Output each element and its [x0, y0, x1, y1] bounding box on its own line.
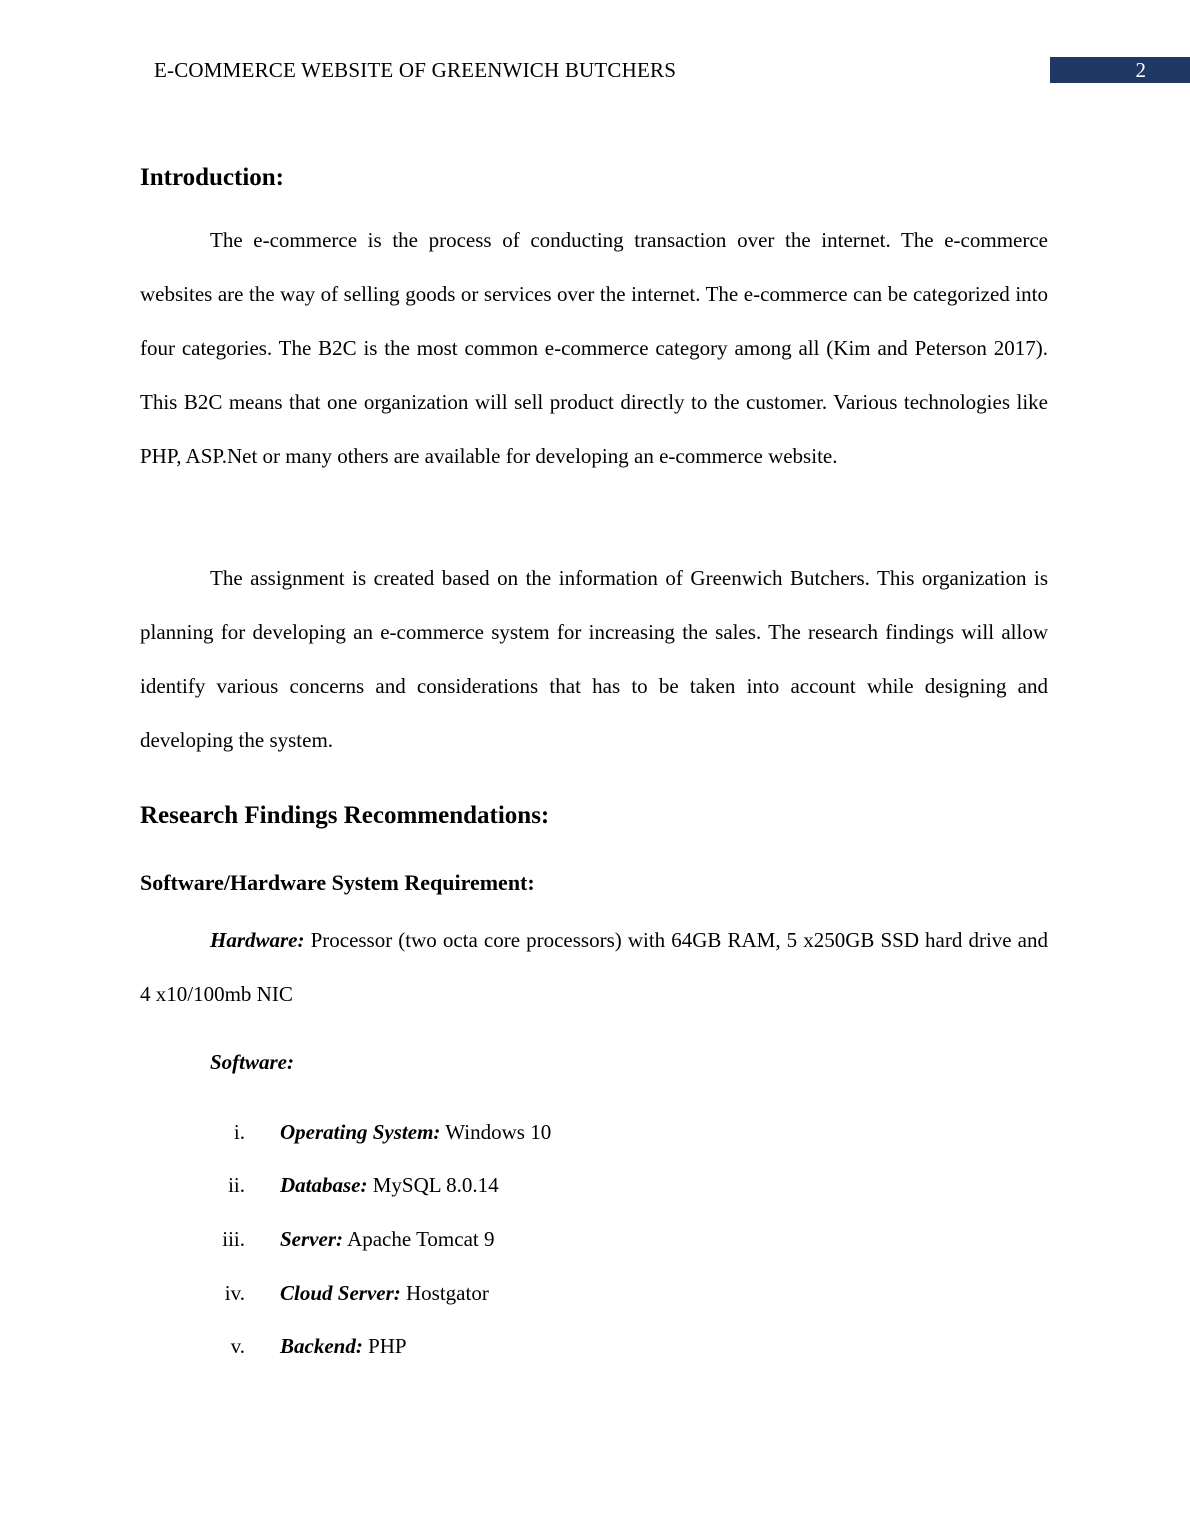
- hardware-paragraph: [140, 913, 1048, 1021]
- item-value: Apache Tomcat 9: [342, 1227, 495, 1251]
- item-label: Server:: [280, 1227, 343, 1251]
- hardware-label: Hardware:: [210, 928, 305, 952]
- hardware-text: Processor (two octa core processors) with 64GB RAM, 5 x250GB SSD hard drive and 4 x10/100mb NIC: [140, 928, 1048, 1006]
- research-heading: [140, 802, 1048, 830]
- requirements-subheading: [140, 870, 1048, 896]
- item-value: Windows 10: [440, 1120, 552, 1144]
- item-value: Hostgator: [400, 1281, 489, 1305]
- list-number: iv.: [224, 1281, 245, 1305]
- intro-paragraph-1: [140, 213, 1048, 483]
- page-number: 2: [1050, 57, 1190, 83]
- item-label: Cloud Server:: [280, 1281, 401, 1305]
- paragraph: The assignment is created based on the information of Greenwich Butchers. This organization is planning for developing an e-commerce system for increasing the sales. The research findings will allow identify various concerns and considerations that has to be taken into account while designing and developing the system.: [140, 566, 1048, 752]
- item-label: Backend:: [280, 1334, 363, 1358]
- list-number: iii.: [222, 1227, 245, 1251]
- introduction-heading: [140, 164, 1048, 192]
- heading: Introduction:: [140, 164, 285, 191]
- list-number: v.: [230, 1334, 245, 1358]
- intro-paragraph-2: [140, 551, 1048, 767]
- list-number: ii.: [228, 1173, 245, 1197]
- software-label: Software:: [210, 1050, 294, 1074]
- subheading: Software/Hardware System Requirement:: [140, 870, 535, 895]
- running-header: E-COMMERCE WEBSITE OF GREENWICH BUTCHERS: [154, 58, 677, 82]
- paragraph: The e-commerce is the process of conducting transaction over the internet. The e-commerce websites are the way of selling goods or services over the internet. The e-commerce can be categorized into four categories. The B2C is the most common e-commerce category among all (Kim and Peterson 2017). This B2C means that one organization will sell product directly to the customer. Various technologies like PHP, ASP.Net or many others are available for developing an e-commerce website.: [140, 228, 1048, 468]
- item-label: Database:: [280, 1173, 368, 1197]
- item-value: PHP: [362, 1334, 407, 1358]
- item-label: Operating System:: [280, 1120, 441, 1144]
- heading: Research Findings Recommendations:: [140, 802, 550, 829]
- list-number: i.: [233, 1120, 245, 1144]
- item-value: MySQL 8.0.14: [367, 1173, 499, 1197]
